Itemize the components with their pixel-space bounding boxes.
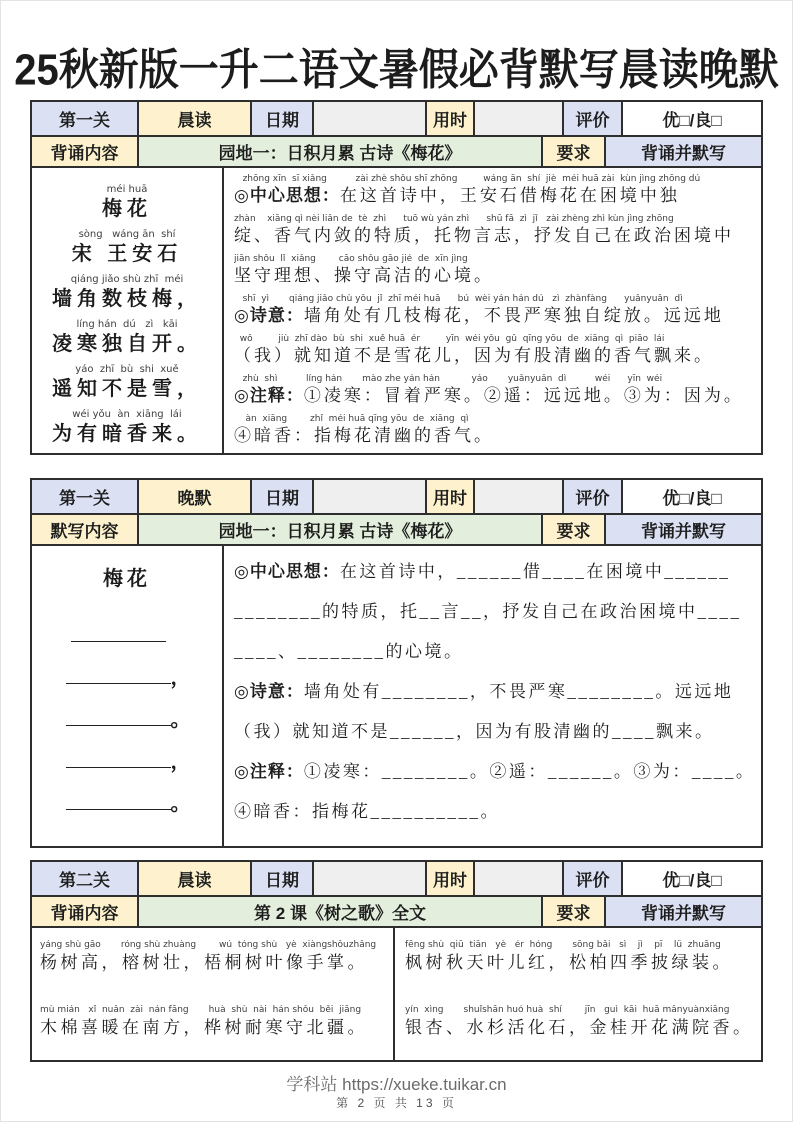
poem-line xyxy=(32,409,222,447)
section-label: ◎诗意： xyxy=(234,306,304,325)
fill-in-column xyxy=(224,546,761,846)
blank-line[interactable] xyxy=(66,752,171,768)
poem-line xyxy=(32,364,222,402)
explanation-column xyxy=(224,168,761,453)
round-label: 第一关 xyxy=(32,102,139,135)
blank-row xyxy=(32,751,222,773)
hanzi xyxy=(234,640,753,663)
explain-line xyxy=(234,174,753,207)
content-title: 第 2 课《树之歌》全文 xyxy=(139,897,543,926)
pinyin: shī yì qiáng jiǎo chù yǒu jǐ zhī méi huā bú wèi yán hán dú zì zhànfàng yuǎnyuǎn dì xyxy=(234,294,683,304)
pinyin: líng hán dú zì kāi xyxy=(76,319,178,330)
hanzi xyxy=(234,425,753,447)
pinyin: yáng shù gāo róng shù zhuàng wú tóng shù yè xiàngshǒuzhǎng xyxy=(40,940,377,950)
meta-header-row xyxy=(32,862,761,897)
pinyin: zhàn xiāng qì nèi liǎn de tè zhì tuō wù yán zhì shū fā zì jǐ zài zhèng zhì kùn jìng zhōng xyxy=(234,214,674,224)
poem-line xyxy=(32,319,222,357)
content-header-row xyxy=(32,897,761,928)
session-label: 晨读 xyxy=(139,102,252,135)
hanzi xyxy=(234,185,753,207)
session-label: 晚默 xyxy=(139,480,252,513)
section-pass1-morning-read xyxy=(30,100,763,455)
round-label: 第二关 xyxy=(32,862,139,895)
hanzi xyxy=(234,305,753,327)
eval-options: 优□/良□ xyxy=(623,102,761,135)
pinyin: yín xìng shuǐshān huó huà shí jīn guì kāi huā mǎnyuànxiāng xyxy=(405,1005,730,1015)
date-label: 日期 xyxy=(252,862,314,895)
blank-row xyxy=(32,627,222,642)
requirement-label: 要求 xyxy=(543,137,606,166)
text: ________的特质，托__言__，抒发自己在政治困境中____ xyxy=(234,602,742,621)
hanzi: 为有暗香来。 xyxy=(52,423,202,445)
eval-label: 评价 xyxy=(564,862,623,895)
poem-column xyxy=(32,168,224,453)
explain-line xyxy=(234,254,753,287)
hanzi xyxy=(234,265,753,287)
text: 坚守理想、操守高洁的心境。 xyxy=(234,266,494,285)
time-field[interactable] xyxy=(475,480,564,513)
explain-line xyxy=(234,414,753,447)
text: ①凌寒：________。②遥：______。③为：____。 xyxy=(303,762,756,781)
time-label: 用时 xyxy=(427,862,475,895)
fill-line[interactable] xyxy=(234,760,756,783)
text: 绽、香气内敛的特质，托物言志，抒发自己在政治困境中 xyxy=(234,226,734,245)
blank-line[interactable] xyxy=(71,626,166,642)
eval-label: 评价 xyxy=(564,480,623,513)
section-label: ◎注释： xyxy=(234,762,304,781)
section-label: ◎中心思想： xyxy=(234,186,340,205)
content-label: 背诵内容 xyxy=(32,137,139,166)
eval-options: 优□/良□ xyxy=(623,480,761,513)
text: 墙角处有几枝梅花，不畏严寒独自绽放。远远地 xyxy=(303,306,724,325)
text: 墙角处有________，不畏严寒________。远远地 xyxy=(303,682,734,701)
fill-line[interactable] xyxy=(234,600,753,623)
punctuation: 。 xyxy=(170,709,191,731)
session-label: 晨读 xyxy=(139,862,252,895)
content-label: 默写内容 xyxy=(32,515,139,544)
dictation-poem-column xyxy=(32,546,224,846)
fill-line[interactable] xyxy=(234,800,753,823)
section-label: ◎注释： xyxy=(234,386,304,405)
fill-line[interactable] xyxy=(234,640,753,663)
requirement-label: 要求 xyxy=(543,897,606,926)
text: ①凌寒：冒着严寒。②遥：远远地。③为：因为。 xyxy=(303,386,744,405)
hanzi: 杨树高，榕树壮，梧桐树叶像手掌。 xyxy=(40,953,368,972)
hanzi: 宋 王安石 xyxy=(71,243,183,265)
poem-line xyxy=(32,274,222,312)
hanzi xyxy=(234,760,756,783)
eval-label: 评价 xyxy=(564,102,623,135)
time-label: 用时 xyxy=(427,480,475,513)
poem-title xyxy=(32,184,222,222)
content-title: 园地一：日积月累 古诗《梅花》 xyxy=(139,515,543,544)
hanzi: 枫树秋天叶儿红，松柏四季披绿装。 xyxy=(405,953,733,972)
hanzi xyxy=(234,225,753,247)
pinyin: méi huā xyxy=(106,184,148,195)
meta-header-row xyxy=(32,480,761,515)
text: 在这首诗中，王安石借梅花在困境中独 xyxy=(339,186,680,205)
hanzi xyxy=(234,720,753,743)
table3-body xyxy=(32,928,761,1060)
text: （我）就知道不是雪花儿，因为有股清幽的香气飘来。 xyxy=(234,346,714,365)
table1-body xyxy=(32,168,761,453)
hanzi: 梅花 xyxy=(102,198,152,220)
pinyin: zhù shì líng hán mào zhe yán hán yáo yuǎnyuǎn dì wéi yīn wéi xyxy=(234,374,663,384)
time-label: 用时 xyxy=(427,102,475,135)
blank-line[interactable] xyxy=(66,710,171,726)
section-pass2-morning-read xyxy=(30,860,763,1062)
punctuation: ， xyxy=(170,751,191,773)
blank-line[interactable] xyxy=(66,668,171,684)
time-field[interactable] xyxy=(475,862,564,895)
explain-line xyxy=(234,294,753,327)
pinyin: wéi yǒu àn xiāng lái xyxy=(72,409,182,420)
hanzi: 银杏、水杉活化石，金桂开花满院香。 xyxy=(405,1018,754,1037)
pinyin: wǒ jiù zhī dào bù shi xuě huā ér yīn wéi yǒu gǔ qīng yōu de xiāng qì piāo lái xyxy=(234,334,665,344)
pinyin: jiān shǒu lǐ xiǎng cāo shǒu gāo jié de xīn jìng xyxy=(234,254,468,264)
hanzi: 木棉喜暖在南方，桦树耐寒守北疆。 xyxy=(40,1018,368,1037)
time-field[interactable] xyxy=(475,102,564,135)
content-label: 背诵内容 xyxy=(32,897,139,926)
content-header-row xyxy=(32,137,761,168)
date-label: 日期 xyxy=(252,102,314,135)
section-label: ◎诗意： xyxy=(234,682,304,701)
pinyin: àn xiāng zhǐ méi huā qīng yōu de xiāng qì xyxy=(234,414,469,424)
requirement-label: 要求 xyxy=(543,515,606,544)
section-label: ◎中心思想： xyxy=(234,562,340,581)
explain-line xyxy=(234,214,753,247)
pinyin: sòng wáng ān shí xyxy=(78,229,176,240)
pinyin: zhōng xīn sī xiǎng zài zhè shǒu shī zhōng wáng ān shí jiè méi huā zài kùn jìng zhōng dú xyxy=(234,174,701,184)
eval-options: 优□/良□ xyxy=(623,862,761,895)
fill-line[interactable] xyxy=(234,560,753,583)
pinyin: qiáng jiǎo shù zhī méi xyxy=(70,274,184,285)
footer-site-url: 学科站 https://xueke.tuikar.cn xyxy=(286,1075,507,1094)
hanzi xyxy=(234,680,753,703)
date-field[interactable] xyxy=(314,480,427,513)
date-field[interactable] xyxy=(314,862,427,895)
tree-song-right-column xyxy=(395,928,761,1060)
hanzi xyxy=(234,560,753,583)
poem-title: 梅花 xyxy=(103,568,151,590)
verse-line xyxy=(405,1005,755,1040)
blank-row xyxy=(32,667,222,689)
text: 在这首诗中，______借____在困境中______ xyxy=(339,562,731,581)
verse-line xyxy=(405,940,755,975)
fill-line[interactable] xyxy=(234,680,753,703)
requirement-value: 背诵并默写 xyxy=(606,897,761,926)
round-label: 第一关 xyxy=(32,480,139,513)
explain-line xyxy=(234,374,753,407)
verse-line xyxy=(40,940,387,975)
blank-line[interactable] xyxy=(66,794,171,810)
footer-page-number: 第 2 页 共 13 页 xyxy=(336,1096,457,1110)
hanzi: 墙角数枝梅， xyxy=(52,288,202,310)
page-title: 25秋新版一升二语文暑假必背默写晨读晚默 xyxy=(14,46,779,95)
punctuation: ， xyxy=(170,667,191,689)
hanzi xyxy=(234,800,753,823)
hanzi xyxy=(234,600,753,623)
blank-row xyxy=(32,709,222,731)
hanzi: 遥知不是雪， xyxy=(52,378,202,400)
section-pass1-evening-dictation xyxy=(30,478,763,848)
poem-author xyxy=(32,229,222,267)
text: ④暗香：指梅花__________。 xyxy=(234,802,500,821)
text: ④暗香：指梅花清幽的香气。 xyxy=(234,426,494,445)
hanzi xyxy=(234,385,753,407)
meta-header-row xyxy=(32,102,761,137)
blank-row xyxy=(32,793,222,815)
tree-song-left-column xyxy=(32,928,395,1060)
text: ____、________的心境。 xyxy=(234,642,464,661)
content-title: 园地一：日积月累 古诗《梅花》 xyxy=(139,137,543,166)
content-header-row xyxy=(32,515,761,546)
pinyin: yáo zhī bù shi xuě xyxy=(75,364,179,375)
verse-line xyxy=(40,1005,387,1040)
requirement-value: 背诵并默写 xyxy=(606,137,761,166)
explain-line xyxy=(234,334,753,367)
table2-body xyxy=(32,546,761,846)
requirement-value: 背诵并默写 xyxy=(606,515,761,544)
pinyin: fēng shù qiū tiān yè ér hóng sōng bǎi sì jì pī lǜ zhuāng xyxy=(405,940,721,950)
fill-line[interactable] xyxy=(234,720,753,743)
date-label: 日期 xyxy=(252,480,314,513)
hanzi: 凌寒独自开。 xyxy=(52,333,202,355)
hanzi xyxy=(234,345,753,367)
date-field[interactable] xyxy=(314,102,427,135)
text: （我）就知道不是______，因为有股清幽的____飘来。 xyxy=(234,722,715,741)
pinyin: mù mián xǐ nuǎn zài nán fāng huà shù nài hán shǒu běi jiāng xyxy=(40,1005,362,1015)
punctuation: 。 xyxy=(170,793,191,815)
